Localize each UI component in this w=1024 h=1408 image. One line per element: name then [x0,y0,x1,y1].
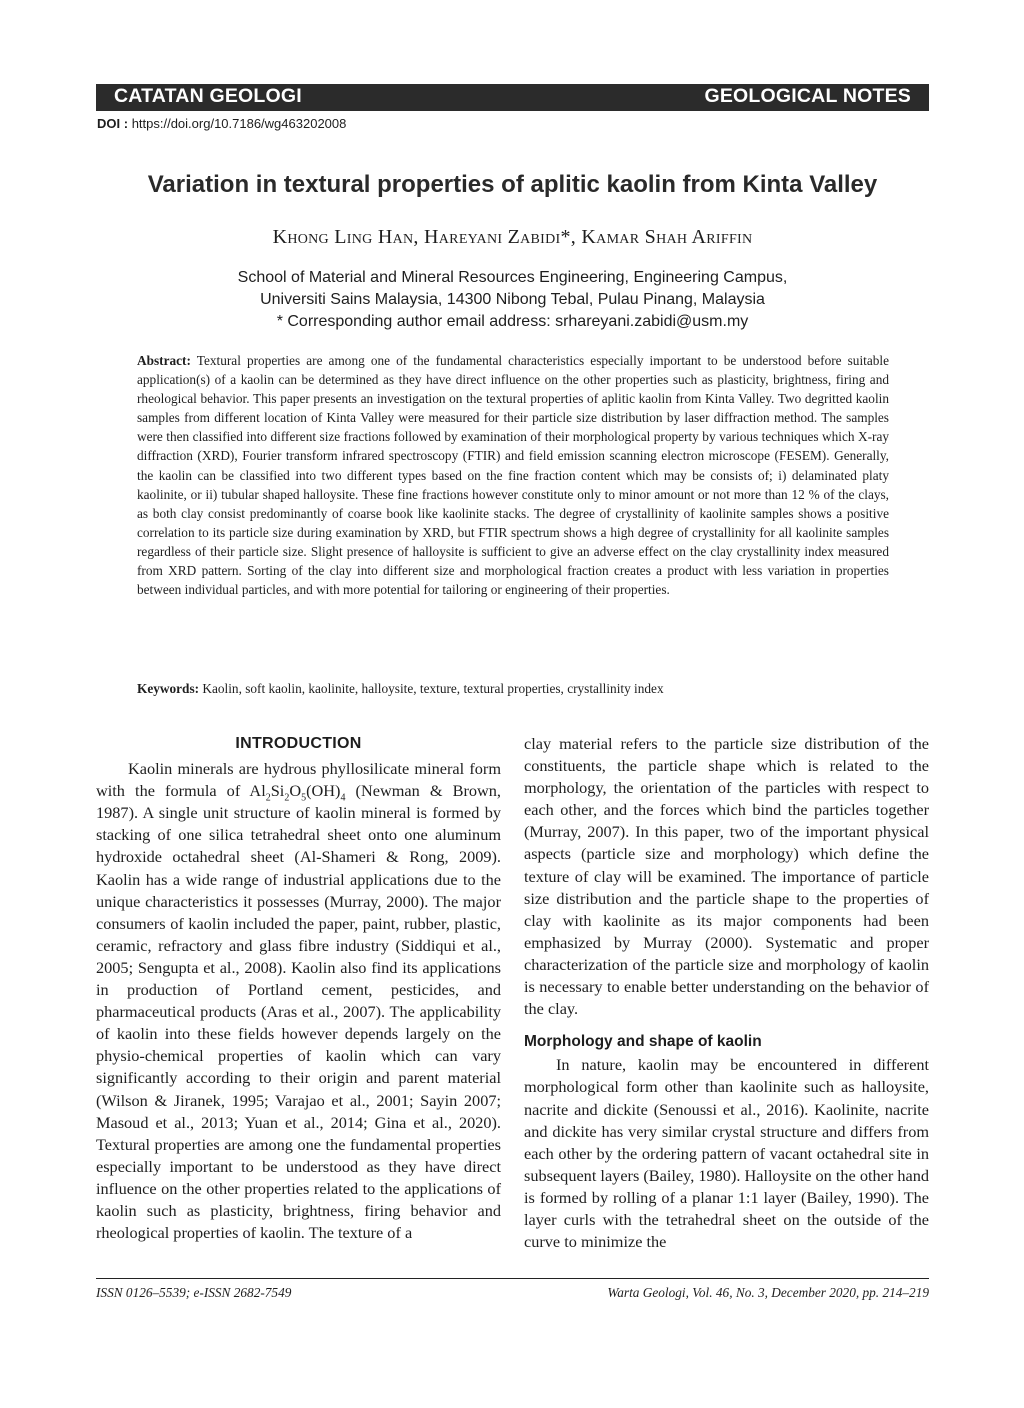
intro-paragraph-continued: clay material refers to the particle size distribution of the constituents, the particle shape which is related to the morphology, the orientation of the particles with respect to each other, and the forces which bind the particles together (Murray, 2007). In this paper, two of the important physical aspects (particle size and morphology) which define the texture of clay will be examined. The importance of particle size distribution and the particle shape to the properties of clay with kaolinite as its major components had been emphasized by Murray (2000). Systematic and proper characterization of the particle size and morphology of kaolin is necessary to enable better understanding on the behavior of the clay. [524,734,929,1019]
subsection-heading-morphology: Morphology and shape of kaolin [524,1033,762,1051]
affiliation-line: School of Material and Mineral Resources Engineering, Engineering Campus, [237,269,788,286]
journal-banner [96,84,929,111]
affiliation [96,267,929,333]
morphology-paragraph: In nature, kaolin may be encountered in different morphological form other than kaolinite such as halloysite, nacrite and dickite (Senoussi et al., 2016). Kaolinite, nacrite and dickite has very similar crystal structure and differs from each other by the ordering pattern of vacant octahedral site in subsequent layers (Bailey, 1980). Halloysite on the other hand is formed by rolling of a planar 1:1 layer (Bailey, 1990). The layer curls with the tetrahedral sheet on the outside of the curve to minimize the [524,1055,929,1252]
intro-paragraph: Kaolin minerals are hydrous phyllosilicate mineral form with the formula of $Al_2Si_2O_5(OH)_4$ (Newman & Brown, 1987). A single unit structure of kaolin mineral is formed by stacking of one silica tetrahedral sheet onto one aluminum hydroxide octahedral sheet (Al-Shameri & Rong, 2009). Kaolin has a wide range of industrial applications due to the unique characteristics it possesses (Murray, 2000). The major consumers of kaolin included the paper, paint, rubber, plastic, ceramic, refractory and glass fibre industry (Siddiqui et al., 2005; Sengupta et al., 2008). Kaolin also find its applications in production of Portland cement, pesticides, and pharmaceutical products (Aras et al., 2007). The applicability of kaolin into these fields however depends largely on the physio-chemical properties of kaolin which can vary significantly according to their origin and parent material (Wilson & Jiranek, 1995; Varajao et al., 2001; Sayin 2007; Masoud et al., 2013; Yuan et al., 2014; Gina et al., 2020). Textural properties are among one the fundamental properties especially important to be understood as they have direct influence on the other properties related to the applications of kaolin such as plasticity, brightness, firing behavior and rheological properties of kaolin. The texture of a [96,759,501,1243]
doi-label: DOI : [97,116,129,131]
keywords-text: Kaolin, soft kaolin, kaolinite, halloysite, texture, textural properties, crystallinity index [202,681,664,696]
corresponding-author-email[interactable]: * Corresponding author email address: srhareyani.zabidi@usm.my [276,313,749,330]
keywords-label: Keywords: [137,681,200,696]
affiliation-line: Universiti Sains Malaysia, 14300 Nibong Tebal, Pulau Pinang, Malaysia [260,291,765,308]
doi-link[interactable]: https://doi.org/10.7186/wg463202008 [131,116,347,131]
left-column [96,733,501,1244]
banner-left-label: CATATAN GEOLOGI [114,85,302,107]
right-column [524,733,929,1253]
abstract-label: Abstract: [137,353,191,368]
keywords [137,681,889,697]
article-title: Variation in textural properties of aplitic kaolin from Kinta Valley [147,171,878,198]
banner-right-label: GEOLOGICAL NOTES [704,85,911,107]
section-heading-introduction: INTRODUCTION [235,735,362,752]
author-list: Khong Ling Han, Hareyani Zabidi*, Kamar Shah Ariffin [272,226,753,248]
footer-issn: ISSN 0126–5539; e-ISSN 2682-7549 [96,1285,292,1300]
doi-line [97,116,346,131]
footer-citation: Warta Geologi, Vol. 46, No. 3, December 2020, pp. 214–219 [607,1285,929,1300]
abstract-text: Textural properties are among one of the fundamental characteristics especially important to be understood before suitable application(s) of a kaolin can be determined as they have direct influence on the other properties such as plasticity, brightness, firing and rheological behavior. This paper presents an investigation on the textural properties of aplitic kaolin from Kinta Valley. Two degritted kaolin samples from different location of Kinta Valley were measured for their particle size distribution by laser diffraction method. The samples were then classified into different size fractions followed by examination of their morphological property by various techniques which X-ray diffraction (XRD), Fourier transform infrared spectroscopy (FTIR) and field emission scanning electron microscope (FESEM). Generally, the kaolin can be classified into two different types based on the fine fraction content which may be consists of; i) delaminated platy kaolinite, or ii) tubular shaped halloysite. These fine fractions however constitute only to minor amount or not more than 12 % of the clays, as both clay consist predominantly of coarse book like kaolinite stacks. The degree of crystallinity of kaolinite samples shows a positive correlation to its particle size during examination by XRD, but FTIR spectrum shows a high degree of crystallinity for all kaolinite samples regardless of their particle size. Slight presence of halloysite is sufficient to give an adverse effect on the clay crystallinity index measured from XRD pattern. Sorting of the clay into different size and morphological fraction creates a product with less variation in properties between individual particles, and with more potential for tailoring or engineering of their properties. [137,353,889,598]
footer-rule [96,1278,929,1279]
abstract [137,351,889,599]
